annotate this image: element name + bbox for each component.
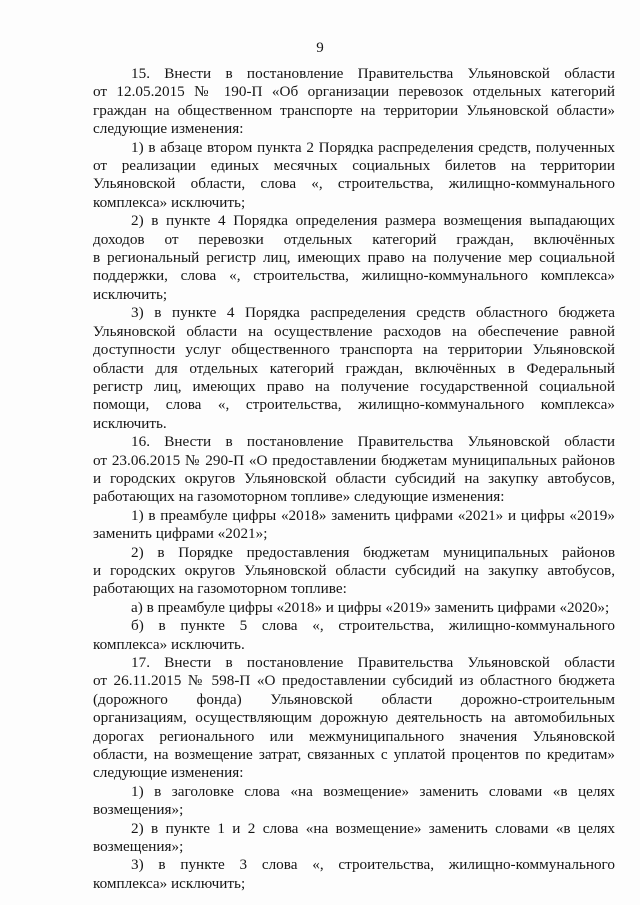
text-line: следующие изменения: — [93, 120, 244, 138]
paragraph-p17 — [93, 654, 615, 783]
text-line: поддержки, слова «, строительства, жилищно-коммунального комплекса» — [93, 267, 615, 285]
text-line: работающих на газомоторном топливе: — [93, 580, 347, 598]
text-line: от 12.05.2015 № 190-П «Об организации перевозок отдельных категорий — [93, 83, 615, 101]
text-line: заменить цифрами «2021»; — [93, 525, 268, 543]
text-line: и городских округов Ульяновской области субсидий на закупку автобусов, — [93, 469, 615, 487]
text-line: от 23.06.2015 № 290-П «О предоставлении бюджетам муниципальных районов — [93, 451, 615, 469]
text-line: Ульяновской области, слова «, строительства, жилищно-коммунального — [93, 175, 615, 193]
text-line: от реализации единых месячных социальных билетов на территории — [93, 157, 615, 175]
text-line: исключить. — [93, 414, 167, 432]
text-line: 2) в пункте 1 и 2 слова «на возмещение» заменить словами «в целях — [131, 819, 615, 837]
paragraph-p15 — [93, 65, 615, 139]
text-line: 3) в пункте 4 Порядка распределения средств областного бюджета — [131, 304, 615, 322]
text-line: возмещения»; — [93, 838, 184, 856]
text-line: граждан на общественном транспорте на территории Ульяновской области» — [93, 101, 615, 119]
paragraph-p15_1 — [93, 139, 615, 213]
text-line: исключить; — [93, 285, 168, 303]
paragraph-p16_2a — [93, 599, 615, 617]
text-line: 2) в Порядке предоставления бюджетам муниципальных районов — [131, 543, 615, 561]
text-line: 1) в абзаце втором пункта 2 Порядка распределения средств, полученных — [131, 138, 615, 156]
text-line: регистр лиц, имеющих право на получение государственной социальной — [93, 377, 615, 395]
text-line: и городских округов Ульяновской области субсидий на закупку автобусов, — [93, 561, 615, 579]
text-line: комплекса» исключить; — [93, 874, 246, 892]
text-line: 16. Внести в постановление Правительства Ульяновской области — [131, 433, 615, 451]
text-line: б) в пункте 5 слова «, строительства, жилищно-коммунального — [131, 617, 615, 635]
text-line: 17. Внести в постановление Правительства Ульяновской области — [131, 654, 615, 671]
paragraph-p16_2b — [93, 617, 615, 654]
paragraph-p15_3 — [93, 304, 615, 433]
text-line: в региональный регистр лиц, имеющих право на получение мер социальной — [93, 249, 615, 267]
document-body — [93, 65, 615, 893]
text-line: от 26.11.2015 № 598-П «О предоставлении субсидий из областного бюджета — [93, 672, 615, 690]
paragraph-p17_2 — [93, 820, 615, 857]
text-line: работающих на газомоторном топливе» следующие изменения: — [93, 488, 505, 506]
text-line: 1) в заголовке слова «на возмещение» заменить словами «в целях — [131, 782, 615, 800]
text-line: следующие изменения: — [93, 764, 244, 782]
paragraph-p16 — [93, 433, 615, 507]
text-line: (дорожного фонда) Ульяновской области дорожно-строительным — [93, 690, 615, 708]
text-line: 1) в преамбуле цифры «2018» заменить цифрами «2021» и цифры «2019» — [131, 506, 615, 524]
text-line: 3) в пункте 3 слова «, строительства, жилищно-коммунального — [131, 856, 615, 874]
text-line: а) в преамбуле цифры «2018» и цифры «2019» заменить цифрами «2020»; — [131, 598, 610, 616]
paragraph-p17_1 — [93, 783, 615, 820]
text-line: помощи, слова «, строительства, жилищно-коммунального комплекса» — [93, 396, 615, 414]
text-line: доступности услуг общественного транспорта на территории Ульяновской — [93, 341, 615, 359]
text-line: 15. Внести в постановление Правительства Ульяновской области — [131, 65, 615, 82]
text-line: области для отдельных категорий граждан, включённых в Федеральный — [93, 359, 615, 377]
text-line: 2) в пункте 4 Порядка определения размера возмещения выпадающих — [131, 212, 615, 230]
text-line: области, на возмещение затрат, связанных с уплатой процентов по кредитам» — [93, 746, 615, 764]
page-number: 9 — [316, 40, 324, 56]
text-line: комплекса» исключить; — [93, 193, 246, 211]
text-line: дорогах регионального или межмуниципального значения Ульяновской — [93, 727, 615, 745]
paragraph-p16_2 — [93, 544, 615, 599]
text-line: Ульяновской области на осуществление расходов на обеспечение равной — [93, 322, 615, 340]
text-line: возмещения»; — [93, 801, 184, 819]
paragraph-p16_1 — [93, 507, 615, 544]
paragraph-p17_3 — [93, 856, 615, 893]
text-line: доходов от перевозки отдельных категорий граждан, включённых — [93, 230, 615, 248]
paragraph-p15_2 — [93, 212, 615, 304]
text-line: организациям, осуществляющим дорожную деятельность на автомобильных — [93, 709, 615, 727]
text-line: комплекса» исключить. — [93, 635, 245, 653]
